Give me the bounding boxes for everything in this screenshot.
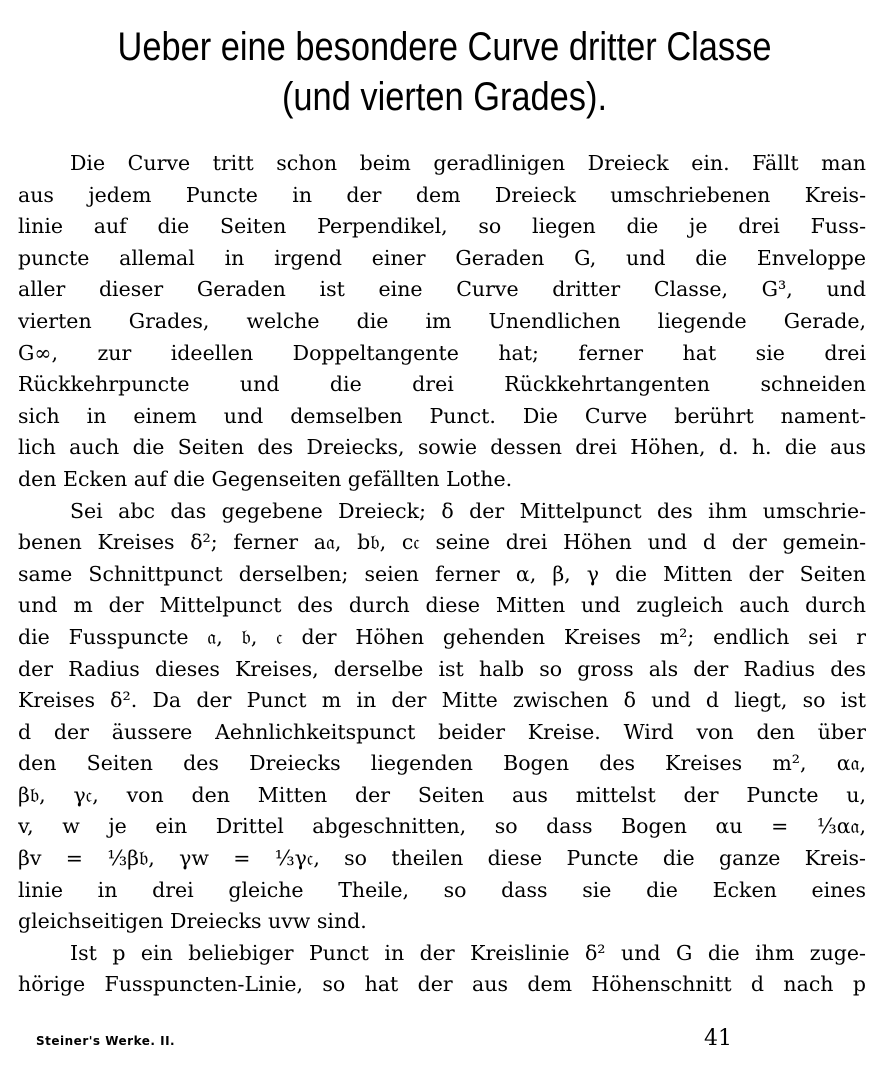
text-line: v, w je ein Drittel abgeschnitten, so dass Bogen αu = ⅓α𝔞,: [18, 814, 866, 839]
text-line: G∞, zur ideellen Doppeltangente hat; ferner hat sie drei: [18, 340, 866, 365]
text-line: d der äussere Aehnlichkeitspunct beider Kreise. Wird von den über: [18, 719, 866, 744]
paragraph-1: [18, 148, 866, 496]
text-line: benen Kreises δ²; ferner a𝔞, b𝔟, c𝔠 seine drei Höhen und d der gemein-: [18, 530, 866, 555]
text-line: aller dieser Geraden ist eine Curve dritter Classe, G³, und: [18, 277, 866, 302]
text-line: linie in drei gleiche Theile, so dass sie die Ecken eines: [18, 877, 866, 902]
paragraph-3: [18, 938, 866, 1001]
text-line: Rückkehrpuncte und die drei Rückkehrtangenten schneiden: [18, 372, 866, 397]
text-line: aus jedem Puncte in der dem Dreieck umschriebenen Kreis-: [18, 182, 866, 207]
text-line: Ist p ein beliebiger Punct in der Kreislinie δ² und G die ihm zuge-: [70, 940, 866, 965]
paragraph-2: [18, 496, 866, 938]
text-line: der Radius dieses Kreises, derselbe ist halb so gross als der Radius des: [18, 656, 866, 681]
text-line: linie auf die Seiten Perpendikel, so liegen die je drei Fuss-: [18, 214, 866, 239]
book-title: Steiner's Werke. II.: [36, 1034, 176, 1048]
page-number: 41: [704, 1026, 732, 1051]
text-line: die Fusspuncte 𝔞, 𝔟, 𝔠 der Höhen gehenden Kreises m²; endlich sei r: [18, 624, 866, 649]
text-line: den Seiten des Dreiecks liegenden Bogen des Kreises m², α𝔞,: [18, 751, 866, 776]
text-line: Die Curve tritt schon beim geradlinigen Dreieck ein. Fällt man: [70, 151, 866, 175]
text-line: Sei abc das gegebene Dreieck; δ der Mittelpunct des ihm umschrie-: [70, 498, 866, 523]
text-line: gleichseitigen Dreiecks uvw sind.: [18, 909, 367, 934]
text-line: β𝔟, γ𝔠, von den Mitten der Seiten aus mittelst der Puncte u,: [18, 782, 866, 807]
text-line: βv = ⅓β𝔟, γw = ⅓γ𝔠, so theilen diese Puncte die ganze Kreis-: [18, 846, 866, 871]
text-line: sich in einem und demselben Punct. Die Curve berührt nament-: [18, 403, 866, 428]
text-line: Kreises δ². Da der Punct m in der Mitte zwischen δ und d liegt, so ist: [18, 688, 866, 713]
text-line: puncte allemal in irgend einer Geraden G, und die Enveloppe: [18, 245, 866, 270]
text-line: lich auch die Seiten des Dreiecks, sowie dessen drei Höhen, d. h. die aus: [18, 435, 866, 460]
title-line-1: Ueber eine besondere Curve dritter Classe: [117, 25, 772, 69]
text-line: den Ecken auf die Gegenseiten gefällten Lothe.: [18, 466, 513, 491]
title-line-2: (und vierten Grades).: [281, 75, 608, 119]
text-line: und m der Mittelpunct des durch diese Mitten und zugleich auch durch: [18, 593, 866, 618]
body-text: [18, 148, 866, 1001]
text-line: vierten Grades, welche die im Unendlichen liegende Gerade,: [18, 308, 866, 333]
text-line: same Schnittpunct derselben; seien ferner α, β, γ die Mitten der Seiten: [18, 561, 866, 586]
page-footer: [18, 1026, 866, 1056]
text-line: hörige Fusspuncten-Linie, so hat der aus dem Höhenschnitt d nach p: [18, 972, 866, 997]
